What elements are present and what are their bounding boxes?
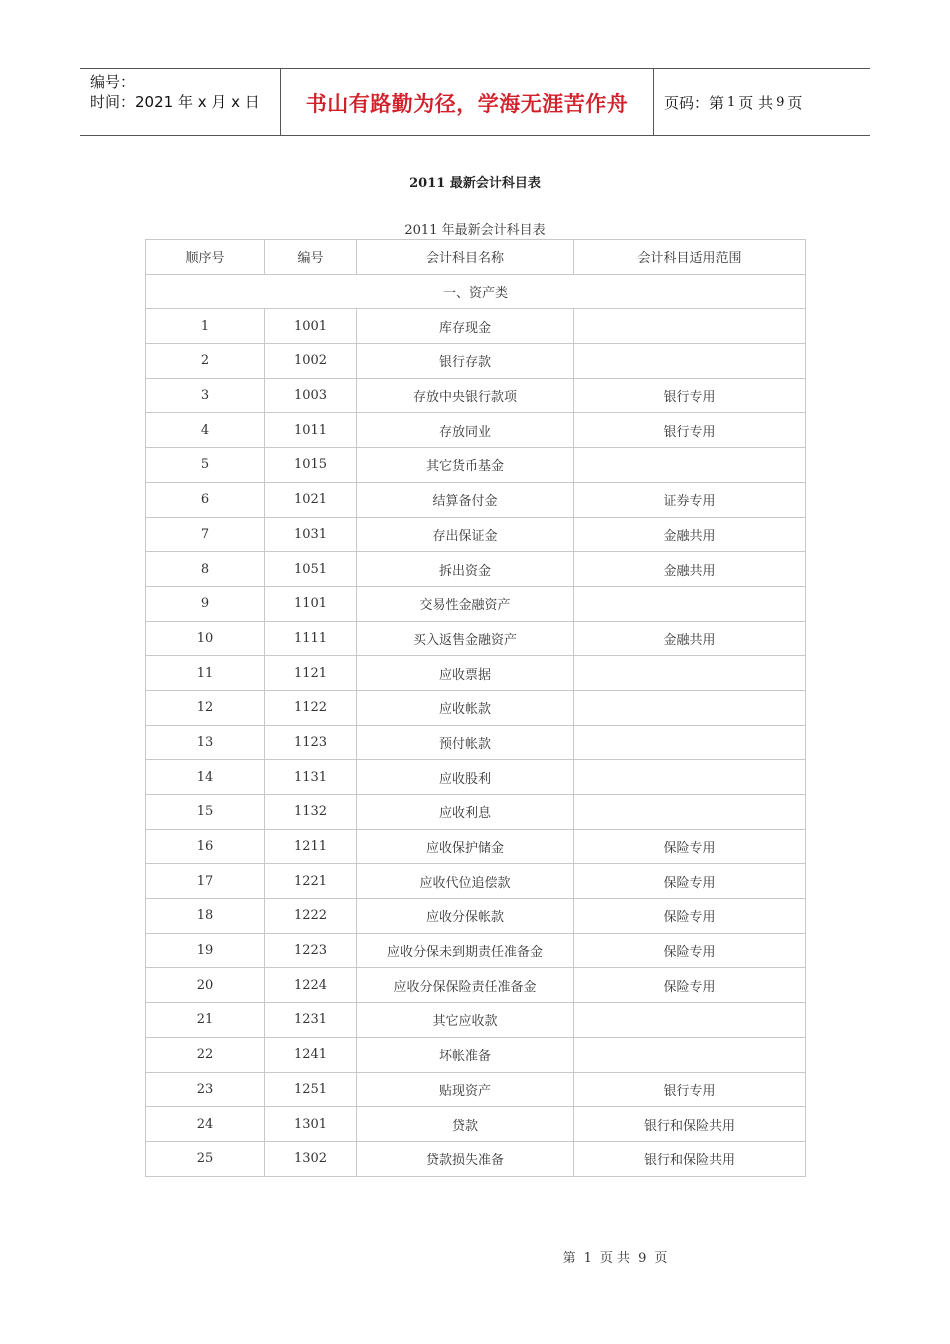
table-row — [146, 552, 806, 587]
cell-scope — [574, 760, 806, 795]
table-row — [146, 482, 806, 517]
table-row — [146, 517, 806, 552]
cell-code: 1002 — [265, 344, 357, 379]
cell-scope — [574, 586, 806, 621]
cell-scope — [574, 344, 806, 379]
cell-name: 应收保护储金 — [357, 829, 574, 864]
cell-scope: 银行专用 — [574, 1072, 806, 1107]
cell-seq: 14 — [146, 760, 265, 795]
cell-name: 应收代位追偿款 — [357, 864, 574, 899]
cell-name: 坏帐准备 — [357, 1037, 574, 1072]
header-code: 编号 — [265, 240, 357, 275]
cell-code: 1211 — [265, 829, 357, 864]
cell-scope: 保险专用 — [574, 864, 806, 899]
page-footer — [0, 1247, 950, 1266]
cell-code: 1051 — [265, 552, 357, 587]
cell-seq: 24 — [146, 1107, 265, 1142]
cell-code: 1003 — [265, 378, 357, 413]
cell-scope: 金融共用 — [574, 552, 806, 587]
page-current: 1 — [727, 94, 736, 110]
header-meta — [80, 69, 281, 135]
cell-name: 其它应收款 — [357, 1003, 574, 1038]
cell-seq: 25 — [146, 1141, 265, 1176]
cell-scope: 保险专用 — [574, 899, 806, 934]
cell-code: 1222 — [265, 899, 357, 934]
cell-name: 贷款损失准备 — [357, 1141, 574, 1176]
cell-seq: 15 — [146, 795, 265, 830]
cell-name: 贷款 — [357, 1107, 574, 1142]
footer-prefix: 第 — [562, 1251, 576, 1266]
header-scope: 会计科目适用范围 — [574, 240, 806, 275]
table-row — [146, 621, 806, 656]
cell-code: 1015 — [265, 448, 357, 483]
document-header — [80, 68, 870, 136]
cell-name: 应收分保帐款 — [357, 899, 574, 934]
table-row — [146, 899, 806, 934]
accounts-table — [145, 239, 806, 1177]
table-row — [146, 656, 806, 691]
cell-seq: 19 — [146, 933, 265, 968]
cell-code: 1011 — [265, 413, 357, 448]
cell-name: 预付帐款 — [357, 725, 574, 760]
table-row — [146, 1072, 806, 1107]
cell-seq: 8 — [146, 552, 265, 587]
cell-scope: 银行专用 — [574, 378, 806, 413]
section-label: 一、资产类 — [146, 274, 806, 309]
table-row — [146, 586, 806, 621]
cell-name: 应收股利 — [357, 760, 574, 795]
cell-seq: 6 — [146, 482, 265, 517]
cell-scope — [574, 448, 806, 483]
footer-suffix: 页 — [654, 1251, 668, 1266]
table-row — [146, 448, 806, 483]
table-row — [146, 829, 806, 864]
cell-seq: 12 — [146, 690, 265, 725]
cell-seq: 16 — [146, 829, 265, 864]
table-row — [146, 725, 806, 760]
cell-name: 买入返售金融资产 — [357, 621, 574, 656]
cell-code: 1123 — [265, 725, 357, 760]
table-row — [146, 933, 806, 968]
cell-seq: 23 — [146, 1072, 265, 1107]
cell-scope — [574, 795, 806, 830]
footer-total: 9 — [638, 1251, 647, 1266]
cell-name: 贴现资产 — [357, 1072, 574, 1107]
table-row — [146, 344, 806, 379]
cell-code: 1224 — [265, 968, 357, 1003]
table-row — [146, 378, 806, 413]
footer-mid: 页 共 — [599, 1251, 631, 1266]
header-page-indicator — [654, 69, 870, 135]
cell-scope: 金融共用 — [574, 621, 806, 656]
page-suffix: 页 — [787, 93, 803, 112]
table-row — [146, 1037, 806, 1072]
cell-name: 结算备付金 — [357, 482, 574, 517]
cell-seq: 10 — [146, 621, 265, 656]
table-row — [146, 968, 806, 1003]
motto: 书山有路勤为径，学海无涯苦作舟 — [281, 69, 654, 135]
cell-code: 1111 — [265, 621, 357, 656]
table-row — [146, 309, 806, 344]
cell-name: 应收分保保险责任准备金 — [357, 968, 574, 1003]
cell-seq: 3 — [146, 378, 265, 413]
section-row — [146, 274, 806, 309]
table-row — [146, 1003, 806, 1038]
cell-seq: 2 — [146, 344, 265, 379]
cell-code: 1122 — [265, 690, 357, 725]
cell-code: 1223 — [265, 933, 357, 968]
cell-seq: 18 — [146, 899, 265, 934]
table-header-row — [146, 240, 806, 275]
cell-scope — [574, 309, 806, 344]
page-mid: 页 共 — [738, 93, 774, 112]
cell-code: 1251 — [265, 1072, 357, 1107]
cell-seq: 1 — [146, 309, 265, 344]
cell-seq: 17 — [146, 864, 265, 899]
cell-seq: 21 — [146, 1003, 265, 1038]
cell-code: 1221 — [265, 864, 357, 899]
cell-scope: 保险专用 — [574, 829, 806, 864]
cell-scope: 银行专用 — [574, 413, 806, 448]
cell-seq: 7 — [146, 517, 265, 552]
cell-name: 交易性金融资产 — [357, 586, 574, 621]
table-row — [146, 1141, 806, 1176]
header-seq: 顺序号 — [146, 240, 265, 275]
cell-name: 拆出资金 — [357, 552, 574, 587]
page-prefix: 页码：第 — [664, 93, 725, 112]
cell-code: 1021 — [265, 482, 357, 517]
table-caption: 2011 年最新会计科目表 — [404, 223, 546, 238]
cell-code: 1302 — [265, 1141, 357, 1176]
cell-seq: 4 — [146, 413, 265, 448]
cell-seq: 13 — [146, 725, 265, 760]
cell-scope: 证券专用 — [574, 482, 806, 517]
table-row — [146, 795, 806, 830]
cell-name: 应收帐款 — [357, 690, 574, 725]
cell-seq: 9 — [146, 586, 265, 621]
table-row — [146, 1107, 806, 1142]
page-total: 9 — [776, 94, 785, 110]
cell-name: 库存现金 — [357, 309, 574, 344]
cell-scope — [574, 690, 806, 725]
cell-seq: 20 — [146, 968, 265, 1003]
cell-scope — [574, 1037, 806, 1072]
number-label: 编号： — [90, 73, 136, 91]
cell-code: 1241 — [265, 1037, 357, 1072]
table-row — [146, 690, 806, 725]
cell-name: 存出保证金 — [357, 517, 574, 552]
cell-scope: 银行和保险共用 — [574, 1107, 806, 1142]
cell-scope — [574, 656, 806, 691]
cell-scope: 保险专用 — [574, 968, 806, 1003]
header-name: 会计科目名称 — [357, 240, 574, 275]
document-title: 2011 最新会计科目表 — [409, 176, 541, 191]
cell-code: 1121 — [265, 656, 357, 691]
table-row — [146, 413, 806, 448]
cell-code: 1031 — [265, 517, 357, 552]
cell-name: 应收利息 — [357, 795, 574, 830]
cell-scope: 保险专用 — [574, 933, 806, 968]
cell-scope — [574, 1003, 806, 1038]
cell-name: 应收票据 — [357, 656, 574, 691]
cell-code: 1131 — [265, 760, 357, 795]
cell-name: 存放同业 — [357, 413, 574, 448]
cell-name: 其它货币基金 — [357, 448, 574, 483]
cell-code: 1132 — [265, 795, 357, 830]
cell-code: 1231 — [265, 1003, 357, 1038]
cell-name: 存放中央银行款项 — [357, 378, 574, 413]
cell-scope — [574, 725, 806, 760]
cell-scope: 银行和保险共用 — [574, 1141, 806, 1176]
cell-code: 1301 — [265, 1107, 357, 1142]
cell-seq: 5 — [146, 448, 265, 483]
cell-seq: 11 — [146, 656, 265, 691]
cell-scope: 金融共用 — [574, 517, 806, 552]
table-row — [146, 864, 806, 899]
cell-name: 银行存款 — [357, 344, 574, 379]
cell-name: 应收分保未到期责任准备金 — [357, 933, 574, 968]
cell-code: 1001 — [265, 309, 357, 344]
cell-seq: 22 — [146, 1037, 265, 1072]
time-label: 时间：2021 年 x 月 x 日 — [90, 93, 260, 111]
table-row — [146, 760, 806, 795]
cell-code: 1101 — [265, 586, 357, 621]
footer-current: 1 — [583, 1251, 592, 1266]
